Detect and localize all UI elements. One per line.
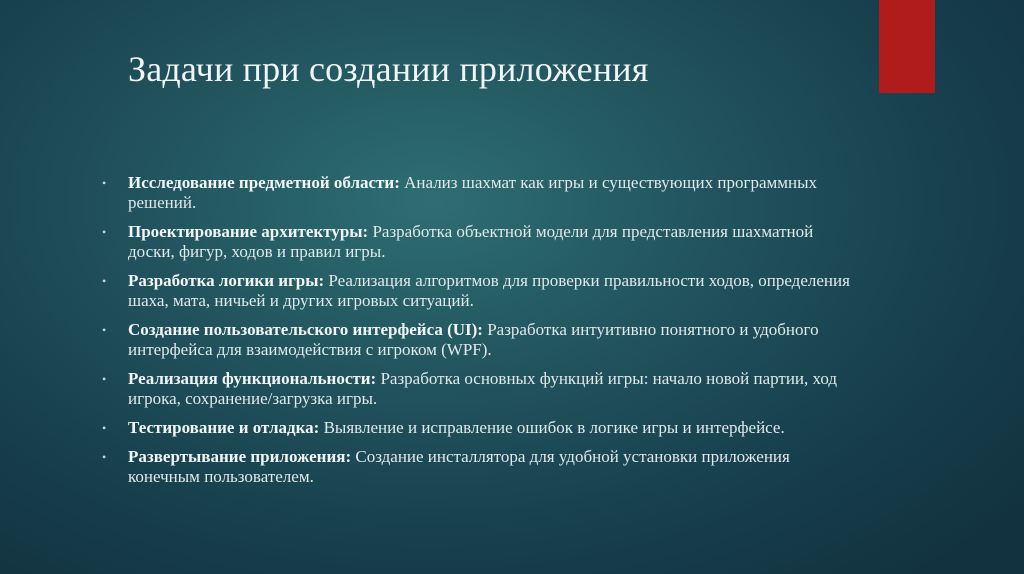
- bullet-term: Разработка логики игры:: [128, 271, 325, 290]
- bullet-text: Выявление и исправление ошибок в логике игры и интерфейсе.: [319, 418, 785, 437]
- bullet-icon: •: [102, 225, 107, 239]
- bullet-term: Тестирование и отладка:: [128, 418, 320, 437]
- bullet-icon: •: [102, 450, 107, 464]
- task-bullet-list: [102, 173, 862, 496]
- bullet-text: Разработка объектной модели для представления шахматной доски, фигур, ходов и правил игры.: [128, 222, 814, 261]
- slide-title: Задачи при создании приложения: [128, 49, 649, 89]
- list-item: [102, 418, 862, 438]
- list-item: [102, 173, 862, 213]
- bullet-text: Разработка основных функций игры: начало новой партии, ход игрока, сохранение/загрузка игры.: [128, 369, 838, 408]
- bullet-text: Создание инсталлятора для удобной установки приложения конечным пользователем.: [128, 447, 790, 486]
- list-item: [102, 447, 862, 487]
- list-item: [102, 369, 862, 409]
- bullet-text: Разработка интуитивно понятного и удобного интерфейса для взаимодействия с игроком (WPF).: [128, 320, 819, 359]
- red-accent-tab: [879, 0, 935, 93]
- bullet-term: Создание пользовательского интерфейса (UI):: [128, 320, 483, 339]
- bullet-text: Анализ шахмат как игры и существующих программных решений.: [128, 173, 818, 212]
- bullet-term: Развертывание приложения:: [128, 447, 352, 466]
- list-item: [102, 320, 862, 360]
- list-item: [102, 222, 862, 262]
- bullet-text: Реализация алгоритмов для проверки правильности ходов, определения шаха, мата, ничьей и других игровых ситуаций.: [128, 271, 850, 310]
- bullet-icon: •: [102, 323, 107, 337]
- list-item: [102, 271, 862, 311]
- bullet-term: Исследование предметной области:: [128, 173, 400, 192]
- bullet-icon: •: [102, 421, 107, 435]
- bullet-term: Проектирование архитектуры:: [128, 222, 369, 241]
- bullet-term: Реализация функциональности:: [128, 369, 377, 388]
- bullet-icon: •: [102, 274, 107, 288]
- bullet-icon: •: [102, 176, 107, 190]
- bullet-icon: •: [102, 372, 107, 386]
